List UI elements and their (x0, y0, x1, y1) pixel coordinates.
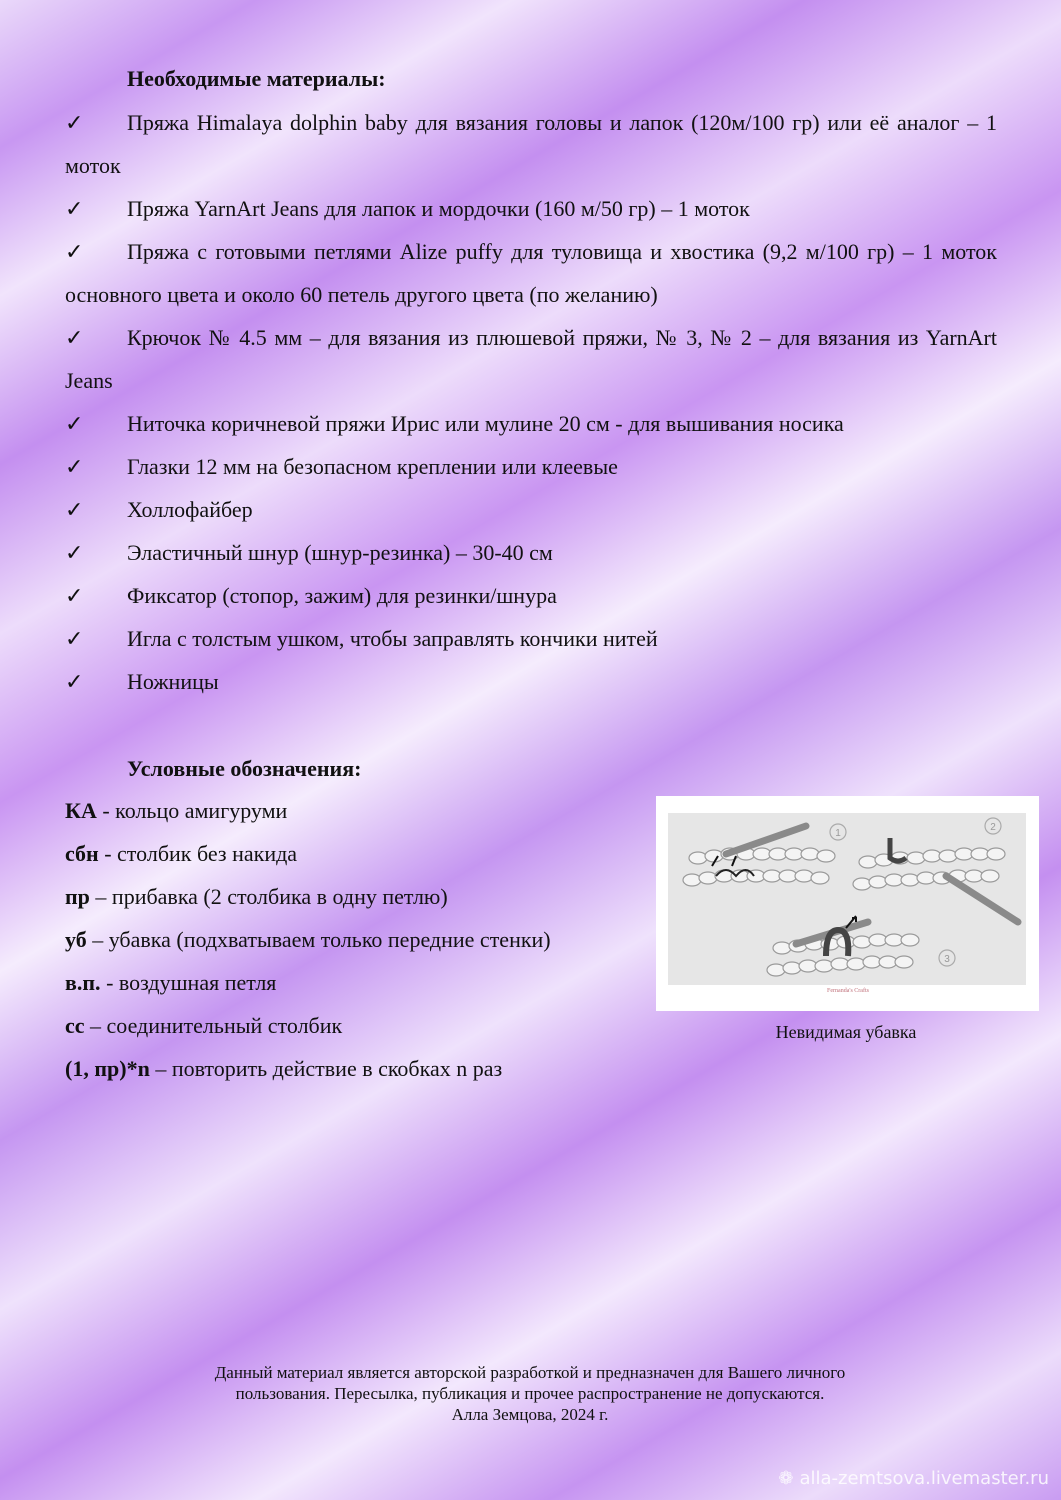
material-item (65, 617, 997, 660)
material-item-text: Эластичный шнур (шнур-резинка) – 30-40 см (127, 540, 553, 565)
legend-abbr: КА (65, 798, 97, 823)
material-item (65, 187, 997, 230)
legend-abbr: в.п. (65, 970, 101, 995)
material-item (65, 101, 997, 187)
check-icon: ✓ (65, 497, 84, 522)
watermark (778, 1468, 1049, 1489)
legend-item (65, 789, 287, 832)
legend-desc: – убавка (подхватываем только передние стенки) (86, 927, 551, 952)
legend-desc: – соединительный столбик (84, 1013, 343, 1038)
footer-line: пользования. Пересылка, публикация и прочее распространение не допускаются. (235, 1384, 825, 1403)
material-item-text: Ниточка коричневой пряжи Ирис или мулине 20 см - для вышивания носика (127, 411, 844, 436)
material-item-text: Пряжа YarnArt Jeans для лапок и мордочки (160 м/50 гр) – 1 моток (127, 196, 750, 221)
legend-abbr: (1, пр)*n (65, 1056, 150, 1081)
legend-item (65, 961, 276, 1004)
figure-caption: Невидимая убавка (775, 1022, 917, 1042)
legend-desc: – прибавка (2 столбика в одну петлю) (89, 884, 448, 909)
check-icon: ✓ (65, 669, 84, 694)
legend-item (65, 1047, 502, 1090)
material-item (65, 445, 997, 488)
legend-item (65, 918, 551, 961)
check-icon: ✓ (65, 239, 84, 264)
legend-item (65, 1004, 342, 1047)
step-label: 1 (835, 828, 841, 839)
check-icon: ✓ (65, 626, 84, 651)
material-item-text: Игла с толстым ушком, чтобы заправлять кончики нитей (127, 626, 658, 651)
check-icon: ✓ (65, 540, 84, 565)
legend-heading: Условные обозначения: (127, 756, 362, 781)
material-item (65, 316, 997, 402)
decrease-diagram (656, 796, 1039, 1011)
legend-abbr: сбн (65, 841, 99, 866)
materials-heading: Необходимые материалы: (127, 66, 386, 91)
check-icon: ✓ (65, 196, 84, 221)
flower-icon: ❁ (778, 1468, 794, 1489)
check-icon: ✓ (65, 454, 84, 479)
decrease-diagram-svg (656, 796, 1039, 1011)
check-icon: ✓ (65, 411, 84, 436)
material-item (65, 531, 997, 574)
footer-author: Алла Земцова, 2024 г. (451, 1405, 609, 1424)
check-icon: ✓ (65, 110, 84, 135)
legend-abbr: пр (65, 884, 90, 909)
check-icon: ✓ (65, 583, 84, 608)
footer (130, 1362, 930, 1425)
material-item-text: Ножницы (127, 669, 219, 694)
watermark-text: alla-zemtsova.livemaster.ru (799, 1468, 1049, 1489)
material-item-text: Глазки 12 мм на безопасном креплении или клеевые (127, 454, 618, 479)
legend-item (65, 875, 448, 918)
material-item (65, 402, 997, 445)
step-label: 2 (990, 822, 996, 833)
material-item (65, 230, 997, 316)
material-item (65, 574, 997, 617)
legend-desc: – повторить действие в скобках n раз (149, 1056, 503, 1081)
legend-desc: - столбик без накида (98, 841, 298, 866)
legend-desc: - воздушная петля (100, 970, 277, 995)
footer-line: Данный материал является авторской разработкой и предназначен для Вашего личного (214, 1363, 846, 1382)
legend-desc: - кольцо амигуруми (96, 798, 288, 823)
material-item-text: Холлофайбер (127, 497, 253, 522)
step-label: 3 (944, 954, 950, 965)
legend-abbr: уб (65, 927, 87, 952)
legend-abbr: сс (65, 1013, 85, 1038)
material-item (65, 660, 997, 703)
figure-credit: Fernanda's Crafts (827, 988, 869, 994)
material-item-text: Пряжа Himalaya dolphin baby для вязания головы и лапок (120м/100 гр) или её аналог – 1 моток (65, 110, 997, 178)
check-icon: ✓ (65, 325, 84, 350)
material-item-text: Пряжа с готовыми петлями Alize puffy для туловища и хвостика (9,2 м/100 гр) – 1 моток основного цвета и около 60 петель другого цвета (по желанию) (65, 239, 997, 307)
material-item-text: Фиксатор (стопор, зажим) для резинки/шнура (127, 583, 557, 608)
legend-item (65, 832, 297, 875)
material-item-text: Крючок № 4.5 мм – для вязания из плюшевой пряжи, № 3, № 2 – для вязания из YarnArt Jeans (65, 325, 997, 393)
material-item (65, 488, 997, 531)
